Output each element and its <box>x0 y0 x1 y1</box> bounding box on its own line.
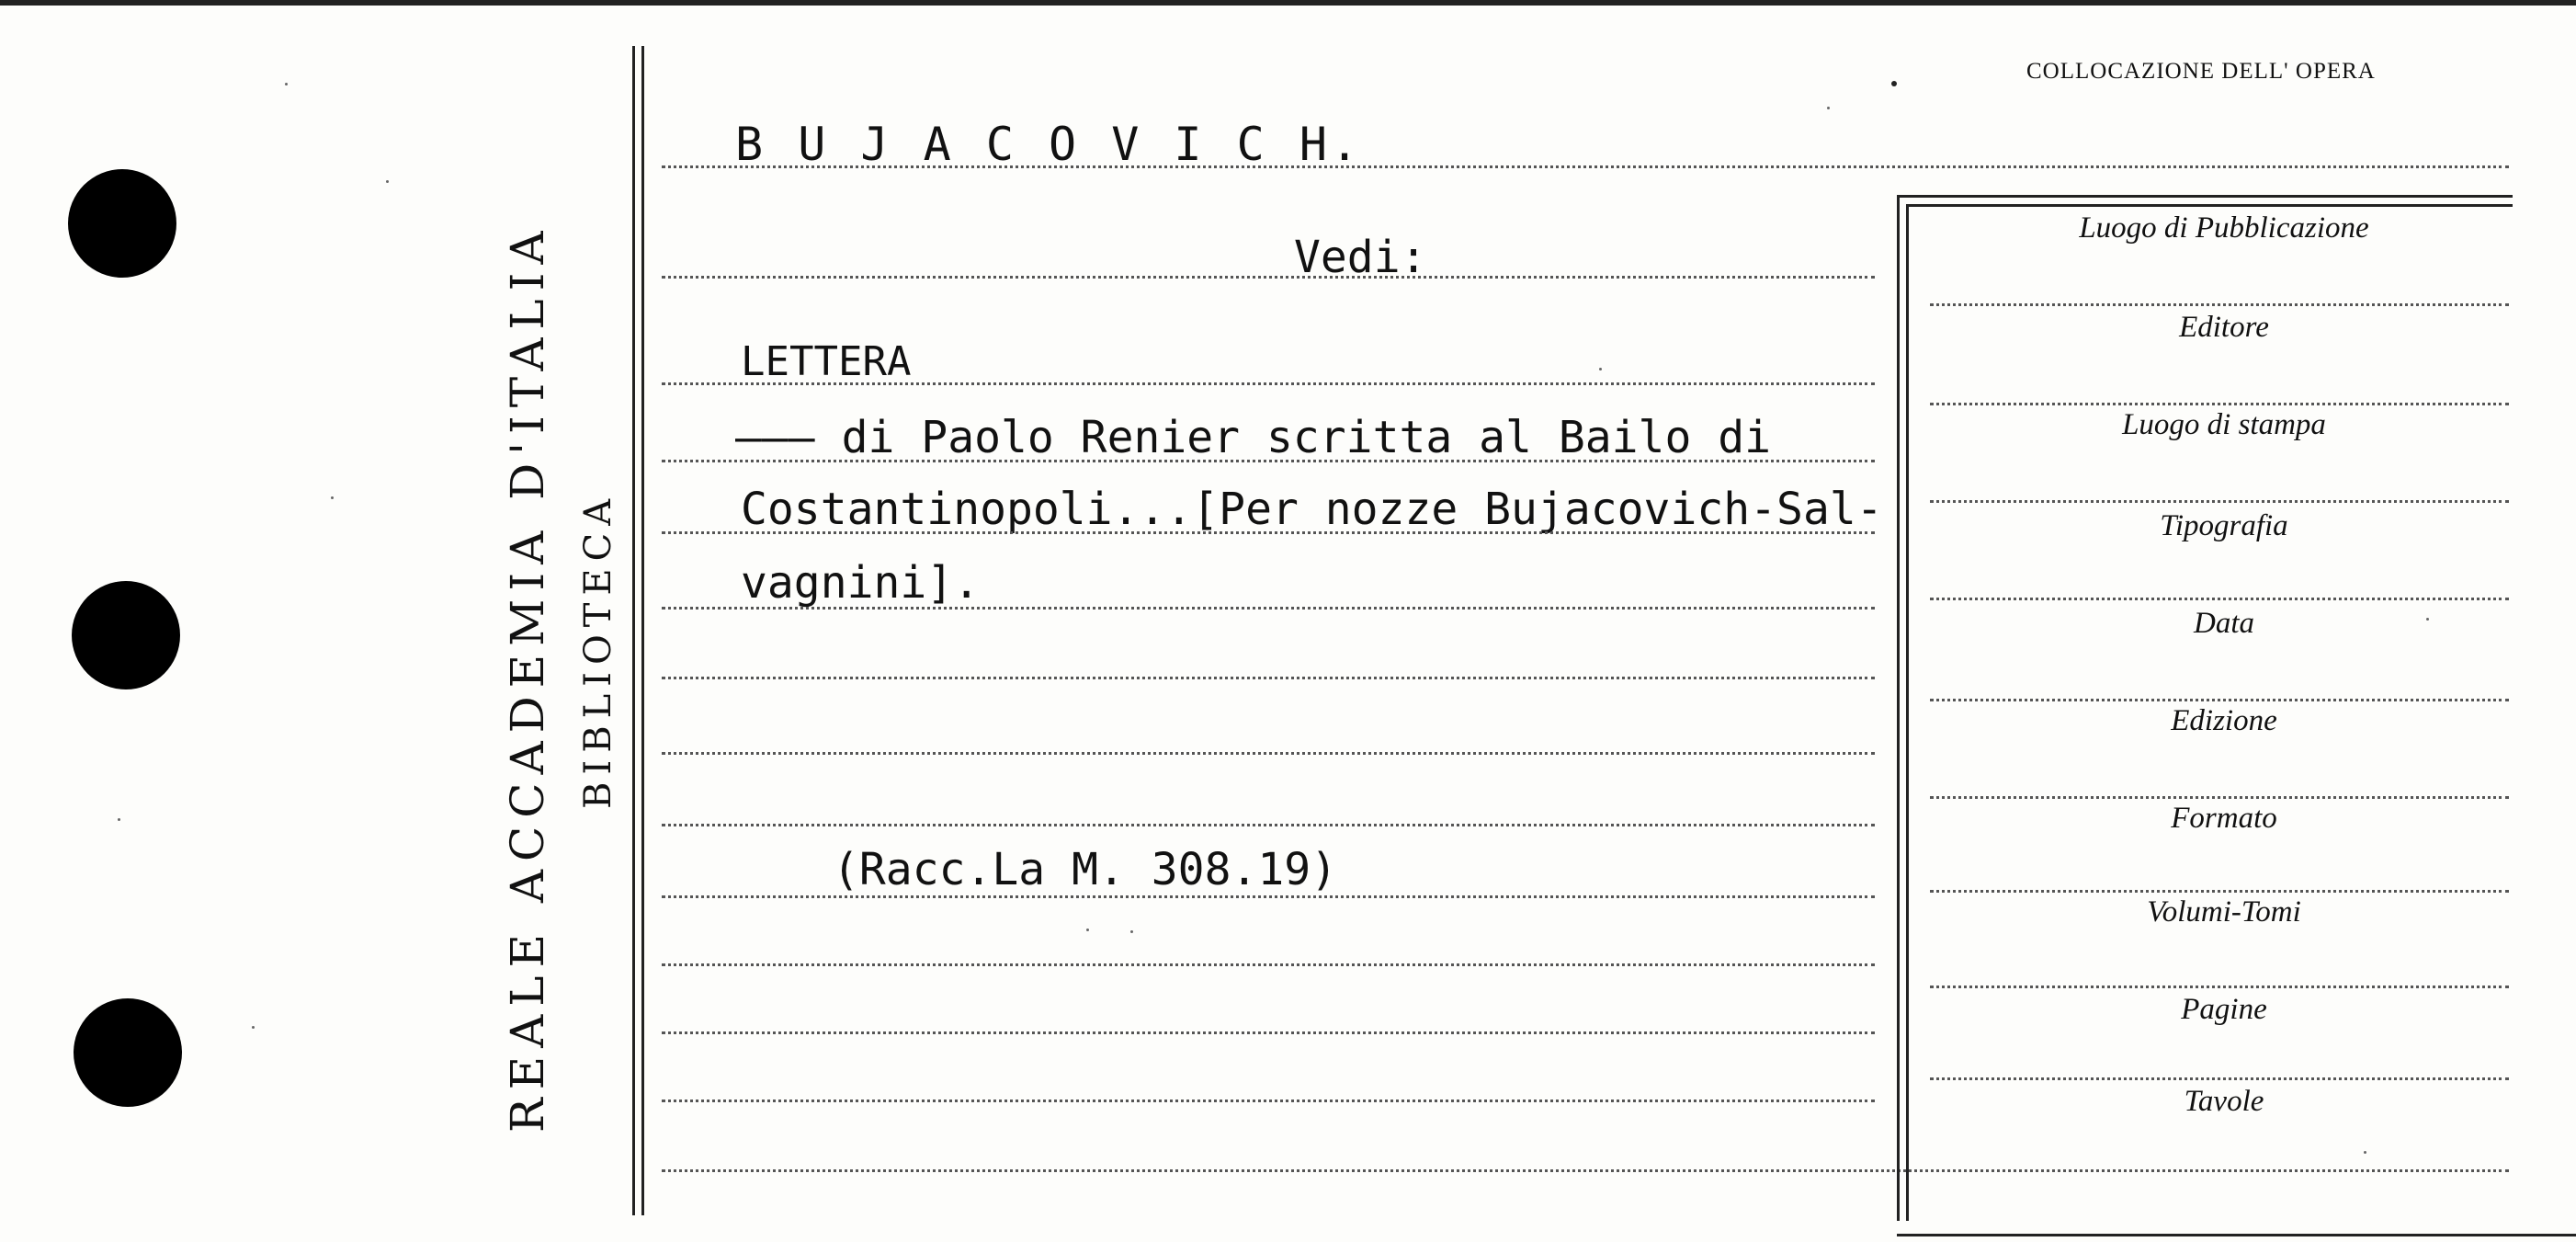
dotted-line <box>1930 796 2509 799</box>
field-editore: Editore <box>2179 311 2269 344</box>
field-luogo-stampa: Luogo di stampa <box>2122 408 2326 441</box>
panel-rule-1 <box>1897 195 1900 1221</box>
author-heading: B U J A C O V I C H. <box>735 118 1363 171</box>
field-pagine: Pagine <box>2181 993 2267 1026</box>
dotted-line <box>662 165 2509 168</box>
dotted-line <box>1930 699 2509 701</box>
dotted-line <box>662 460 1875 462</box>
institution-label: REALE ACCADEMIA D'ITALIA <box>501 222 554 1133</box>
dotted-line <box>1930 500 2509 503</box>
speck <box>331 496 334 499</box>
binder-hole-bottom <box>74 998 182 1107</box>
dotted-line <box>1930 303 2509 306</box>
speck <box>252 1026 255 1029</box>
dotted-line <box>662 1100 1875 1102</box>
dotted-line <box>662 677 1875 679</box>
library-label: BIBLIOTECA <box>577 491 619 809</box>
speck <box>1599 368 1602 370</box>
collocation-label: COLLOCAZIONE DELL' OPERA <box>2026 59 2376 84</box>
dotted-line <box>1930 598 2509 600</box>
dotted-line <box>1930 403 2509 405</box>
speck <box>1827 107 1830 109</box>
speck <box>1086 929 1089 931</box>
field-volumi-tomi: Volumi-Tomi <box>2147 895 2301 929</box>
entry-line-3: vagnini]. <box>741 557 981 609</box>
speck <box>386 180 389 183</box>
left-rule-2 <box>641 46 644 1215</box>
field-edizione: Edizione <box>2171 704 2277 737</box>
dotted-line <box>1930 890 2509 893</box>
speck <box>1130 930 1133 933</box>
see-reference: Vedi: <box>1294 232 1427 283</box>
dotted-line <box>662 895 1875 898</box>
speck <box>1891 81 1897 86</box>
field-formato: Formato <box>2171 802 2277 835</box>
entry-line-1: ——— di Paolo Renier scritta al Bailo di <box>735 412 1772 463</box>
binder-hole-top <box>68 169 176 278</box>
entry-line-2: Costantinopoli...[Per nozze Bujacovich-Sal- <box>741 484 1883 535</box>
speck <box>2364 1151 2366 1154</box>
field-tipografia: Tipografia <box>2160 509 2288 542</box>
panel-top-rule-1 <box>1897 195 2513 198</box>
dotted-line <box>1930 986 2509 988</box>
left-rule-1 <box>632 46 635 1215</box>
speck <box>118 818 120 821</box>
dotted-line <box>1930 1077 2509 1080</box>
speck <box>285 83 288 85</box>
dotted-line <box>662 276 1875 279</box>
panel-top-rule-2 <box>1906 204 2513 207</box>
field-luogo-pubblicazione: Luogo di Pubblicazione <box>2079 211 2369 245</box>
dotted-line <box>662 752 1875 755</box>
dotted-line <box>662 531 1875 534</box>
binder-hole-middle <box>72 581 180 689</box>
entry-title: LETTERA <box>741 338 912 385</box>
panel-bottom-rule <box>1897 1234 2576 1236</box>
field-tavole: Tavole <box>2184 1085 2264 1118</box>
dotted-line <box>662 963 1875 966</box>
dotted-line <box>662 607 1875 610</box>
field-data: Data <box>2194 607 2254 640</box>
dotted-line <box>662 1031 1875 1034</box>
shelfmark: (Racc.La M. 308.19) <box>833 844 1338 895</box>
speck <box>2426 618 2429 621</box>
dotted-line <box>662 824 1875 826</box>
top-edge <box>0 0 2576 6</box>
dotted-line <box>662 382 1875 385</box>
dotted-line <box>662 1169 2509 1172</box>
